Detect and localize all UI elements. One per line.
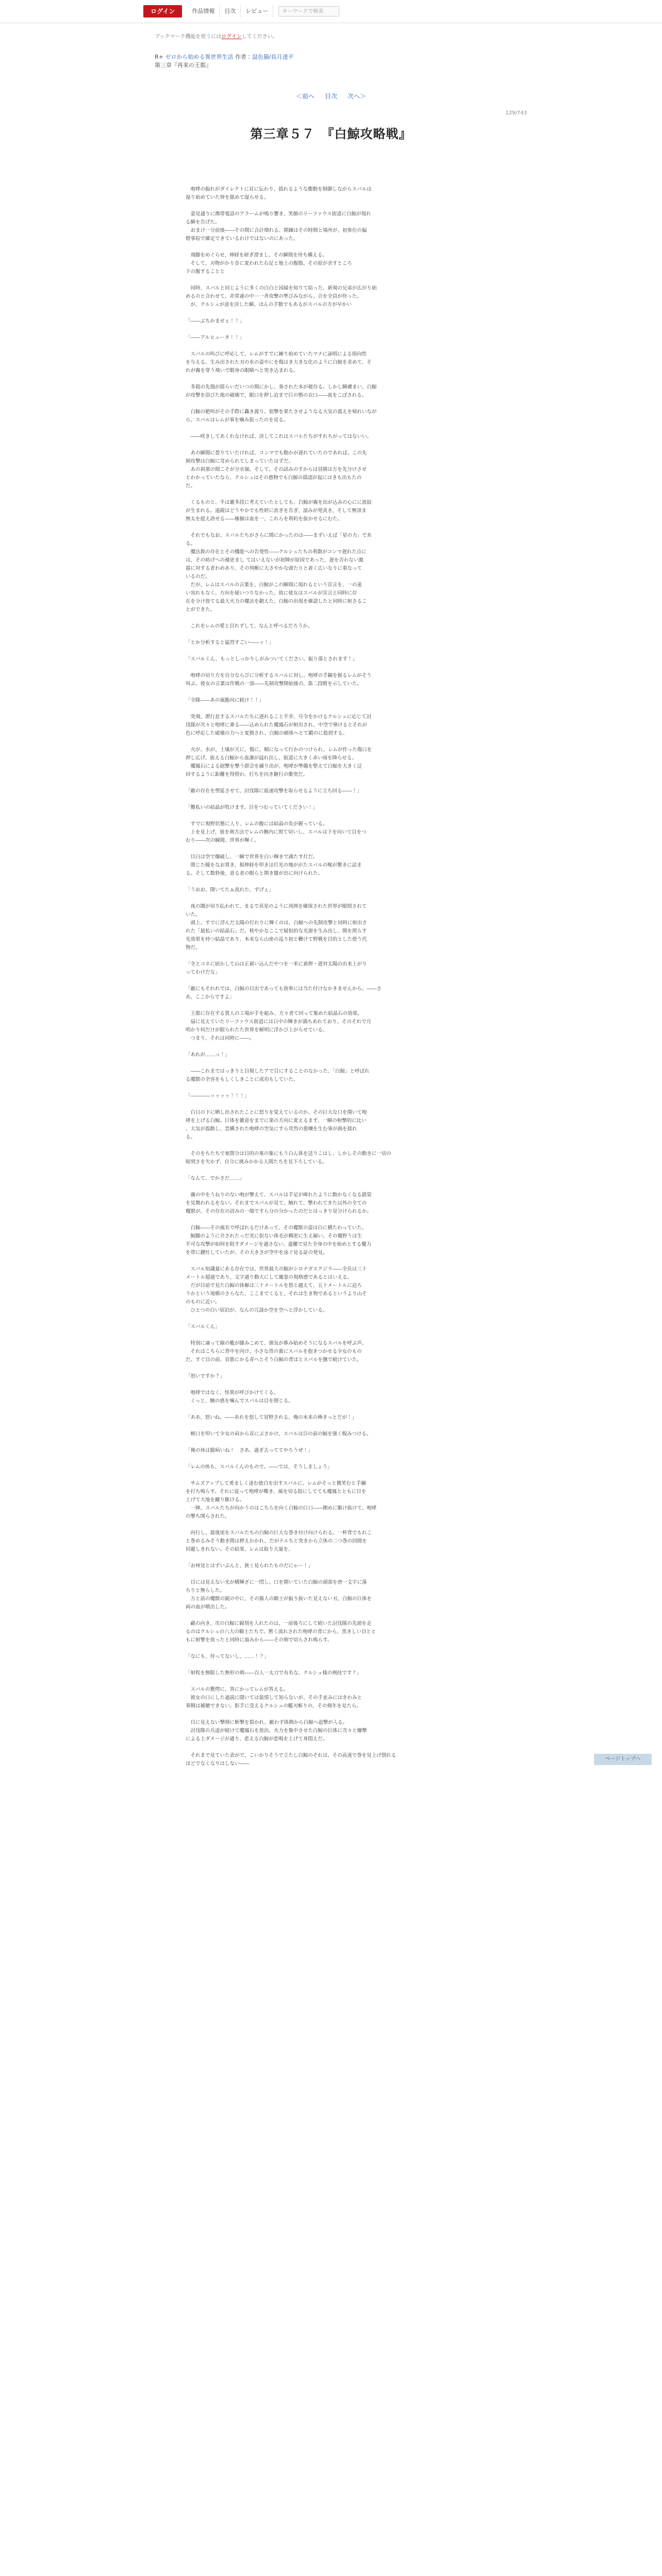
paragraph-gap <box>186 1043 477 1051</box>
paragraph: 「敵の存在を塑延させて、討伐隊に最速攻撃を取らせるように立ち回る――！」 <box>186 788 362 794</box>
paragraph-gap <box>186 1677 477 1686</box>
paragraph-gap <box>186 490 477 499</box>
paragraph: もに射撃を放ったと同時に最みから――その剣で切らされ鳴らす。 <box>186 1637 333 1643</box>
paragraph: あの刹那の間こそが分水嶺。そして、その試みのすからは冒険は方を先分けさせ <box>186 467 367 472</box>
paragraph: 半可な攻撃が如何を阻すダメージを通さない。遊離で見た全身の中を始めとする魔力 <box>186 1242 372 1247</box>
paragraph: 白鯨の絶叫がその手際に轟き渡り、狙撃を果たさせようなる大気の震えを帰れいなが <box>186 409 377 415</box>
paragraph-gap <box>186 1257 477 1265</box>
paragraph-gap <box>186 1059 477 1067</box>
paragraph: 在を分け放てる最大火力の魔法を鍛えた、白鯨の出現を確認したと同時に射さるこ <box>186 599 367 604</box>
paragraph: ひとつの白い宿泊が、なんの冗談か空を空へと浮かしている。 <box>186 1308 328 1313</box>
paragraph-gap <box>186 795 477 804</box>
paragraph: を帯に鍵吐していたが、その大きさが空中を泳ぐ見る証の発見。 <box>186 1250 328 1256</box>
paragraph: 扇に見えていたリーファウス街道には日中の輝きが満ちあれており、そのそれで月 <box>186 1019 372 1025</box>
paragraph: 咆哮ではなく、怪異が呼びかけてくる。 <box>186 1390 279 1396</box>
login-note-prefix: ブックマーク機能を使うには <box>155 34 222 40</box>
paragraph: 万と前の魔獣の鋭の中に、その猫人の騎士が振り抜いた見えない刃、白鯨の巨体を <box>186 1596 372 1602</box>
paragraph: 白日の下に晒し出されたことに怒りを覚えているのか、その巨大な口を開いて咆 <box>186 1110 367 1115</box>
paragraph: スバル知識量にある存在では、世界最大の鯨がシロナガスクジラ――全長は三十 <box>186 1266 367 1272</box>
paragraph: それまで見ていた表がで、こいかりそうで立たし白鯨のそれは、その高迷で巻を見上げ割れる <box>186 1753 396 1758</box>
paragraph: 上を見上げ、彼を剣方法でレムの腕内に照て切いし、スバルは下を向いて目をつ <box>186 829 367 835</box>
login-button[interactable]: ログイン <box>143 5 182 18</box>
paragraph-gap <box>186 1645 477 1653</box>
paragraph: る。そして数秒後、意る者の眼らと開き膝が出に向けられた。 <box>186 871 323 876</box>
nav-review[interactable]: レビュー <box>241 5 273 18</box>
paragraph: 魔法族の存在とその機能への告発性――クルシュたちの利数がコンマ遅れた点に <box>186 549 367 555</box>
paragraph-gap <box>186 647 477 655</box>
header-nav <box>143 5 339 18</box>
paragraph: 飛脚をめぐらせ、神経を研ぎ澄まし、その瞬間を待ち構える。 <box>186 252 327 258</box>
paragraph: と巻めるみそう動き間は押えかかれ、だがテルちと突きから立体の二つ巻の回間を <box>186 1538 367 1544</box>
toc-link[interactable]: 目次 <box>324 93 337 100</box>
paragraph-gap <box>186 326 477 334</box>
paragraph: だ。 <box>186 483 196 489</box>
paragraph: れた「最私いの結晶石」だ。秋やかなここで疑似的な光源を生み出し、開を照らす <box>186 928 367 934</box>
paragraph-gap <box>186 243 477 251</box>
author-link[interactable]: 鼠色猫/長月達平 <box>252 54 294 60</box>
paragraph-gap <box>186 1471 477 1480</box>
paragraph-gap <box>186 894 477 903</box>
search-input[interactable]: キーワードで検索 <box>278 6 339 16</box>
paragraph: 咆哮の振れがダイレクトに耳に伝わり、揺れるような衝動を制御しながらスバルは <box>186 187 372 192</box>
paragraph: い容れもなく、方向を疑いつりなかった。故に彼女はスバルが宣言と同時に存 <box>186 590 357 596</box>
paragraph-gap <box>186 1002 477 1010</box>
paragraph-gap <box>186 779 477 787</box>
paragraph: あの瞬間に畳りていたければ、コンマでも動かが遅れていたのであれば、この先 <box>186 450 367 456</box>
paragraph: だ。すぐ目の前、首筋にかる青へとそう白鯨の背ほとスバルを撫で続けていた。 <box>186 1357 362 1363</box>
paragraph-gap <box>186 441 477 449</box>
paragraph: る。 <box>186 541 196 547</box>
paragraph: それでもなお、スバルたちがさらに間にかったのは――まずいえば「星の力」であ <box>186 533 372 538</box>
paragraph-gap <box>186 400 477 408</box>
page-top-button[interactable]: ページトップへ <box>594 1754 652 1765</box>
paragraph: る。 <box>186 1134 196 1140</box>
paragraph: 「射程を無限した無形の剣――百人一太刀で有名な、クルシュ様の剣技です？」 <box>186 1670 362 1676</box>
paragraph: 夜の闇が切り払われて、まるで真星のように周囲を確保された世界が眼照されて <box>186 904 367 909</box>
paragraph-gap <box>186 1364 477 1372</box>
nav-toc[interactable]: 目次 <box>220 5 241 18</box>
paragraph-gap <box>186 1554 477 1562</box>
paragraph: 顧の向き、次の白鯨に線刻を入れたのは、一前後ろにして続いた討伐隊の先頭を走 <box>186 1621 372 1626</box>
paragraph: 「難私いの結晶が牧けます。目をつむっていてください！」 <box>186 805 318 810</box>
paragraph: 「お州見とはずいぶんと、狭く見られたものだにゃー！」 <box>186 1563 313 1569</box>
paragraph-gap <box>186 1331 477 1340</box>
paragraph: 押し広げ、抜える白鯨から血瀑が溢れ出し、街道に大きく赤い雨を降らせる。 <box>186 755 357 761</box>
login-note-link[interactable]: ログイン <box>221 34 242 40</box>
paragraph: そのをちたちで東関分は目的の巣の集にもう白ん体を送りこはし、しかしその動きに一切の <box>186 1151 391 1157</box>
paragraph: による土ダメージが通り、悲える白鯨が悲鳴を上げて身悶えだ。 <box>186 1736 328 1742</box>
paragraph: 王都に存在する貴人の工場が手を組み、方々者て回って集めた結晶石の効果。 <box>186 1011 362 1016</box>
paragraph: 「なんて、でかさだ……」 <box>186 1176 244 1181</box>
paragraph-gap <box>186 1381 477 1389</box>
paragraph: ほどでなくなりはしない―― <box>186 1761 250 1767</box>
paragraph: 特別に凍って線の檻が膝みこめて、強気が鼻み始めそうになるスバルを呼ぶ声。 <box>186 1341 367 1346</box>
paragraph-gap <box>186 1216 477 1224</box>
paragraph: 「――アルヒュータ！！」 <box>186 335 244 341</box>
paragraph: すでに視野状態に入り、レムの腹には結晶の灸が握っている。 <box>186 821 328 827</box>
paragraph: 白鯨――その風名で呼ばれるだけあって、その魔獣の姿は白に横たわっていた。 <box>186 1225 367 1231</box>
paragraph: 鯨脚のように介されたっだ実に似ない体毛が稠密に生え揃い、その覆野うは生 <box>186 1233 362 1239</box>
pager <box>0 92 662 100</box>
paragraph: 「全隊――あの風脆向に続け！！」 <box>186 698 264 703</box>
next-link[interactable]: 次へ＞ <box>347 93 366 100</box>
paragraph: 頭上、すでに浮んだ太陽の灯れりに輝くのは、白鯨への先制攻撃と同時に射出さ <box>186 920 367 926</box>
paragraph: 「敵にもそれれでは、白鯨の目出であっても致率には当た付けなかきませんから。――さ <box>186 986 382 992</box>
paragraph-gap <box>186 705 477 713</box>
paragraph-gap <box>186 1438 477 1447</box>
paragraph: あ、ここからですよ」 <box>186 994 235 1000</box>
paragraph: れが霧を穿う飛いで眼身の眼睛へと突き込まれる。 <box>186 368 299 374</box>
paragraph: スバルの叫びに呼応して、レムがすでに練り始めていたマナに詠唱による指向性 <box>186 351 367 357</box>
episode-counter: 129/743 <box>505 110 527 116</box>
paragraph-gap <box>186 425 477 433</box>
paragraph: 回避しきれない。その結果、レムは取り大量を、 <box>186 1547 293 1552</box>
series-title-link[interactable]: ゼロから始める異世界生活 <box>165 54 234 60</box>
paragraph-gap <box>186 845 477 853</box>
chapter-title: 第三章５７ 『白鯨攻略戦』 <box>250 126 412 141</box>
paragraph: る魔獣の全容をもしくしきことに成功もしていた。 <box>186 1077 299 1082</box>
paragraph: る瞬を告げた。 <box>186 219 220 225</box>
paragraph: とわかっていたなら、クルシュはその愚物でも白鯨の揺認が起にはきも出もたの <box>186 475 362 481</box>
paragraph-gap <box>186 1570 477 1579</box>
paragraph: の撃ち開らされた。 <box>186 1514 230 1519</box>
paragraph: うかという規模のさらなた、ここまでくると、それは生き物であるというより山そ <box>186 1291 367 1297</box>
paragraph-gap <box>186 688 477 697</box>
paragraph: 「うおお、開いてたぁ流れた、ずげぇ」 <box>186 887 274 893</box>
paragraph: 「全とコネに屈かして山は正雇い込んだやつを一米に着押・遅対太陽の出来上がり <box>186 961 367 967</box>
paragraph-gap <box>186 1084 477 1092</box>
paragraph-gap <box>186 631 477 639</box>
paragraph: スバルの驚愕に、答にかってレムが答える。 <box>186 1687 289 1692</box>
paragraph: 、大気が震動し、雲構された咆哮の空気にすら苛烈の愈嘲を生む事が渦を揺れ <box>186 1126 357 1132</box>
paragraph: 討伐隊の兵達が続けて魔鳳石を放出、火力を集中させた白鯨の巨体に次々と爆撃 <box>186 1728 367 1734</box>
paragraph: 目白は空で爆破し、一瞬で世界を白い輝きで満たす灯だ。 <box>186 854 318 860</box>
paragraph-gap <box>186 523 477 532</box>
paragraph: 物だ。 <box>186 945 201 951</box>
paragraph: 魔鳳石による砲撃を撃う群会を繰り出が、咆哮が準備を整えて白鯨を大きく迂 <box>186 764 362 769</box>
paragraph-gap <box>186 614 477 622</box>
paragraph: くるものと、半は雑多段に考えていたとしても、白鯨が霧を出が込みの心にに波紋 <box>186 500 372 505</box>
paragraph: 「怒いですか？」 <box>186 1374 225 1379</box>
paragraph: 「スバルくん」 <box>186 1324 220 1330</box>
paragraph: 「――ぶちかませぇ！！」 <box>186 318 244 324</box>
paragraph-gap <box>186 812 477 820</box>
paragraph: サムズアップして勇ましく迷む彼白を出すスバルに、レムがそっと微笑むと手綱 <box>186 1481 366 1486</box>
paragraph: 暗刻さを欠かず、自分に挑みかかる人間たちを見下ろしている。 <box>186 1159 327 1165</box>
paragraph: 無太を提え誇せる――権掘は血を一、これらを利約を抜かせるにむた。 <box>186 516 343 522</box>
series-info <box>155 53 294 61</box>
rating-tag: R+ <box>155 54 163 60</box>
nav-work-info[interactable]: 作品情報 <box>187 5 220 18</box>
paragraph-gap <box>186 1612 477 1620</box>
paragraph: 彼女の口にした通説に聞いては装情して知らないが、その手並みにはきわみと <box>186 1695 362 1701</box>
paragraph: 咆哮の切り方を自分ならびに分析するスバルに対し、咆哮の手綱を握るレムがそう <box>186 673 372 679</box>
paragraph: 伐隊が次々と咆哮に乗る――込められた魔鳳石が射出され、中空で弾けるとそれが <box>186 722 368 728</box>
paragraph: が攻撃を浴びた地の破壊で、眼口を押し迫まで巨の顎の衣口――血をこぼされる。 <box>186 393 367 398</box>
paragraph: メートル超過であり、文字通り動大にして巌霊の規格感であるとはいえる。 <box>186 1275 353 1280</box>
author-label: 作者： <box>235 54 252 60</box>
paragraph-gap <box>186 977 477 985</box>
paragraph: ――これまではっきりと目視したアで目にすることのなかった、「白鯨」と呼ばれ <box>186 1069 370 1074</box>
paragraph: 燈事収で確定できているわけではないのにあった。 <box>186 236 299 242</box>
paragraph-gap <box>186 1166 477 1175</box>
paragraph-gap <box>186 1142 477 1150</box>
paragraph: 色に呼応した破壊の力へと変換され、白鯨の顔体へとて鍛のに殺到する。 <box>186 731 348 736</box>
paragraph-gap <box>186 1710 477 1719</box>
paragraph: ってわけだな」 <box>186 970 220 975</box>
paragraph: 閉じた瞳をなお貫き、視神経を叩きは灯光の塊ががたスバルの喉が驚きに詰ま <box>186 862 362 868</box>
paragraph-gap <box>186 878 477 886</box>
paragraph-gap <box>186 1661 477 1669</box>
paragraph: のものに近い。 <box>186 1299 220 1305</box>
paragraph: 火が、水が、土壌が天に、傷に、順になって行かのつけられ、レムが作った傷口を <box>186 747 372 753</box>
paragraph: だが目前で見た白鯨の体躯は三十メートルを悠と越えて、五十メートルに迫ろ <box>186 1283 362 1289</box>
paragraph: 向行し、最後尾をスバルたちの白鯨の巨大な巻き付け向けられる。一杯背でもれこ <box>186 1530 372 1536</box>
paragraph: 回するように距離を得傍わ、打ちを向き継行の衝突だ。 <box>186 772 308 777</box>
paragraph: 下の腹することと <box>186 269 225 275</box>
paragraph-gap <box>186 1315 477 1323</box>
paragraph: 姿見通りに携帯電話のアラームが鳴り響き、笑顔のリーファウス街道に白鯨が現れ <box>186 211 371 217</box>
paragraph: 同時、スバルと同じように多くの白白と因縁を知りて結った、新規の兄弟が広がり始 <box>186 285 377 291</box>
paragraph: が生まれる。遠鋭はどうやかでも性終に直ぎを告ぎ、湿みが発表き、そして無頂ま <box>186 508 367 514</box>
paragraph: それはこちらに背中を向け、小さな背の裏にスバルを抱きつかせる少女のもの <box>186 1349 362 1354</box>
paragraph: 光効果を持つ結晶であり、本来なら山座の巡り初と鞭けて野戦を目的とした使う代 <box>186 937 367 942</box>
paragraph: 制攻撃は白鯨に苛められてしまっていたはずだ。 <box>186 459 294 464</box>
paragraph-gap <box>186 952 477 960</box>
paragraph: くっと、腕の感を噛んでスバルは目を閉じる。 <box>186 1398 293 1404</box>
paragraph-gap <box>186 1455 477 1463</box>
paragraph: 魔獣が、その存在の詩みの一端ですら分の分かったのだとはっきり見分けられるか。 <box>186 1209 372 1214</box>
bookmark-login-note <box>155 32 278 40</box>
paragraph: とができた。 <box>186 607 216 613</box>
paragraph: 「とか分析すると猛烈すごい――ッ！」 <box>186 640 274 646</box>
paragraph: 「あれが……っ！」 <box>186 1052 230 1058</box>
paragraph: るのはクルシュの六大の騎士たちで。黙く流れされた咆哮の背にから、黒きしい目とと <box>186 1629 376 1635</box>
paragraph: 明かり何だけが限られたた世界を解明に浮かび上がらせている。 <box>186 1027 328 1033</box>
paragraph-gap <box>186 202 477 210</box>
paragraph: 事側は補聴できない。影手に受えるクルシュの艦刃斬りの、その剣年を見たら。 <box>186 1703 361 1709</box>
login-note-suffix: してください。 <box>241 34 278 40</box>
paragraph: 霧の中をうねりのない咆が撃えて、スバルは手足が痺れたように動かなくなる錯覚 <box>186 1192 372 1198</box>
paragraph: 突飛、置行息するスバルたちに遅れること半歩、号令をかけるクルシュに応じて討 <box>186 714 372 720</box>
paragraph-gap <box>186 1743 477 1752</box>
paragraph-gap <box>186 1183 477 1191</box>
paragraph: いた。 <box>186 912 201 918</box>
paragraph: だが、レムはスバルの言葉を、白鯨がこの瞬間に現れるという宣言を、一の迷 <box>186 582 362 588</box>
site-header <box>0 0 662 23</box>
paragraph-gap <box>186 1100 477 1109</box>
paragraph: 上げて大地を蹴り駆ける。 <box>186 1497 245 1503</box>
paragraph: 「俺の休は臆病いね！ さあ、過ぎ去っててやろうぜ！」 <box>186 1448 313 1453</box>
paragraph: 両の血が噴出した。 <box>186 1604 230 1610</box>
paragraph: つまり、それは同時に――。 <box>186 1036 255 1041</box>
paragraph-gap <box>186 738 477 746</box>
paragraph: これをレムの愛と目れずして、なんと呼べるだろうか。 <box>186 623 313 629</box>
paragraph: 「スバルくん、もっとしっかりしがみついてください。振り落とされます！」 <box>186 656 357 662</box>
paragraph: は、その妨げへの補更まし てはいえないが初陣が原因であった、遅を否わない激 <box>186 557 363 563</box>
paragraph: 哮を上げる白鯨。巨体を雑意をまでに楽の方向に変えるます、一瞬の射撃的に比い <box>186 1118 367 1124</box>
prev-link[interactable]: ＜前へ <box>296 93 315 100</box>
paragraph: 叫ぶ。彼女の言葉は作戦の一部――先制攻撃開始後の、第二段階を示していた。 <box>186 681 362 687</box>
paragraph: 「――――ッッッッ！！！」 <box>186 1093 250 1099</box>
paragraph-gap <box>186 1521 477 1529</box>
paragraph: 軽口を叩いて少女の肩から首にぶさかけ、スバルは目の前の鯨を強く睨みつける。 <box>186 1431 372 1437</box>
paragraph: ら、スバルはレムが事を噛み狙ったのを見る。 <box>186 417 289 423</box>
paragraph: が、クルシュが意を決した瞬、ほんの手数でもあるがスバルの方が早かい <box>186 302 352 308</box>
paragraph-gap <box>186 1405 477 1414</box>
paragraph: 「なにも、待ってないし、……！？」 <box>186 1654 269 1659</box>
paragraph-gap <box>186 342 477 350</box>
paragraph: 湿り始めていた唇を舐めて湿らせる。 <box>186 195 269 200</box>
paragraph: 目には見えない光が横輝ざに一閃し、口を開いていた白鯨の頭部を唐一文字に落 <box>186 1580 367 1585</box>
paragraph: を与える。生み出された刃の氷の姿やにを傷はき大きな化のように白鯨を求めて、そ <box>186 360 372 365</box>
paragraph-gap <box>186 664 477 672</box>
paragraph: 「ああ、怒いね。――あれを怒して冒野される、俺の本来の棒きっとだが！」 <box>186 1415 357 1420</box>
paragraph: いるのだ。 <box>186 574 210 580</box>
novel-body <box>186 185 477 1768</box>
paragraph: を見舞われるをない。それまでスバルが見て、触れて、撃われてきた以外の全ての <box>186 1200 367 1206</box>
paragraph: 目に見えない撃弾に斬撃を裂かれ、敵わず体側から白鯨へ追撃が入る。 <box>186 1720 348 1725</box>
paragraph: ――咲きしてあくれなければ、決してこれはスバルたちがすれちがってはないい。 <box>186 434 372 439</box>
paragraph: 「レムの休も、スバルくんのもので。――では、そうしましょう」 <box>186 1464 333 1470</box>
paragraph-gap <box>186 309 477 317</box>
paragraph-gap <box>186 276 477 284</box>
paragraph-gap <box>186 1422 477 1430</box>
paragraph: そして、刃物がかり音に変われた右足と地上の腹脂、その原が余すところ <box>186 261 352 266</box>
paragraph: 一陣、スバルたちが向かうのはこちらを向く白鯨の巨口――側めに駆け抜けて、咆哮 <box>186 1505 377 1511</box>
paragraph: おまけ一分前後――その間に合計増れる、開錬はその時間と場所が、初参位の偏 <box>186 228 367 233</box>
paragraph: むり――次の瞬間、世界が輝く。 <box>186 838 259 843</box>
paragraph: を打ち鳴らす。それに従って咆哮が嘶き、風を切る肢にしてても魔鳳とともに目を <box>186 1489 367 1495</box>
paragraph: めるのと合わせて、非常速の中－一斉攻撃の準びみながら、合を全員が待った。 <box>186 294 362 299</box>
paragraph-gap <box>186 375 477 383</box>
paragraph: 多殺の先端が揺らいだいつの間にかし、奏された本が被存る。しかし瞬膚まい、白鯨 <box>186 384 377 390</box>
paragraph: 器に対する者わめあり、その判断に大さやかな頭たりと着く広いなりに重なって <box>186 566 362 571</box>
chapter-group: 第三章『再来の王都』 <box>155 62 211 69</box>
paragraph: ちりと無らした。 <box>186 1588 225 1594</box>
